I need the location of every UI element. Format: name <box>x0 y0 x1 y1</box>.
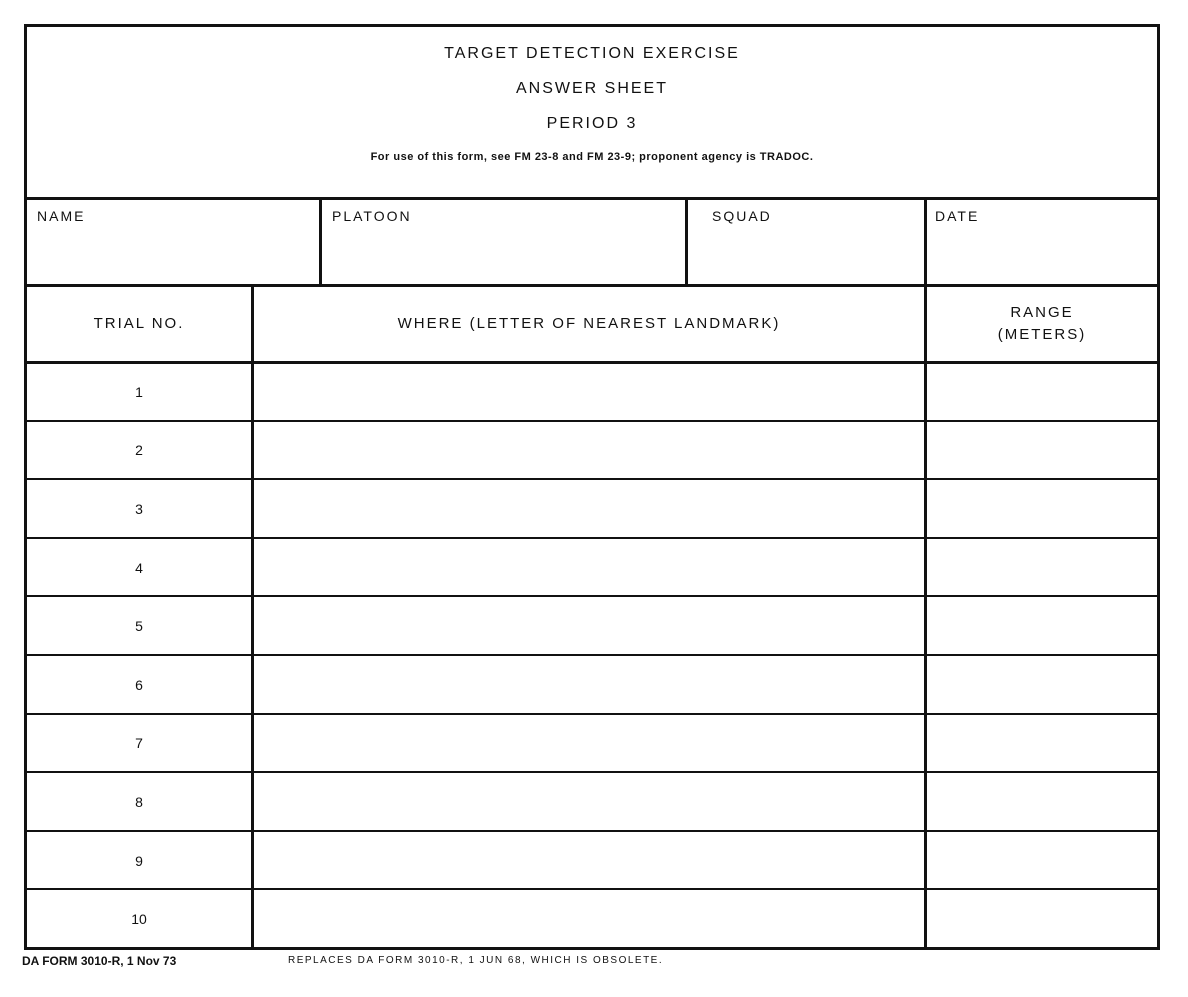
table-row <box>27 364 1157 420</box>
range-answer-cell[interactable] <box>927 774 1157 830</box>
trial-number: 9 <box>135 852 143 869</box>
trial-number: 2 <box>135 442 143 459</box>
trial-number: 1 <box>135 383 143 400</box>
form-title: TARGET DETECTION EXERCISE <box>444 45 740 62</box>
platoon-field[interactable] <box>322 200 685 284</box>
table-row <box>27 716 1157 772</box>
where-answer-cell[interactable] <box>254 716 924 772</box>
range-answer-cell[interactable] <box>927 891 1157 947</box>
date-field[interactable] <box>927 200 1157 284</box>
range-header-line2: (METERS) <box>997 326 1087 343</box>
range-answer-cell[interactable] <box>927 481 1157 537</box>
trial-number: 7 <box>135 735 143 752</box>
where-answer-cell[interactable] <box>254 657 924 713</box>
answer-sheet-form <box>24 24 1160 950</box>
range-answer-cell[interactable] <box>927 657 1157 713</box>
range-answer-cell[interactable] <box>927 716 1157 772</box>
trial-number: 8 <box>135 793 143 810</box>
range-header <box>927 287 1157 361</box>
table-row <box>27 891 1157 947</box>
where-answer-cell[interactable] <box>254 423 924 479</box>
range-header-line1: RANGE <box>1010 304 1074 321</box>
table-row <box>27 481 1157 537</box>
row-divider <box>27 537 1157 539</box>
trial-number: 10 <box>131 911 147 928</box>
form-subtitle: ANSWER SHEET <box>515 80 668 97</box>
range-answer-cell[interactable] <box>927 833 1157 889</box>
table-row <box>27 540 1157 596</box>
date-label: DATE <box>935 208 980 224</box>
replaces-note: REPLACES DA FORM 3010-R, 1 JUN 68, WHICH IS OBSOLETE. <box>288 955 664 966</box>
row-divider <box>27 713 1157 715</box>
range-answer-cell[interactable] <box>927 364 1157 420</box>
squad-label: SQUAD <box>712 208 772 224</box>
table-row <box>27 833 1157 889</box>
table-row <box>27 657 1157 713</box>
form-period: PERIOD 3 <box>546 115 638 132</box>
where-answer-cell[interactable] <box>254 598 924 654</box>
table-row <box>27 774 1157 830</box>
form-id: DA FORM 3010-R, 1 Nov 73 <box>22 954 177 968</box>
range-answer-cell[interactable] <box>927 423 1157 479</box>
table-row <box>27 423 1157 479</box>
where-header: WHERE (LETTER OF NEAREST LANDMARK) <box>397 315 781 332</box>
usage-note: For use of this form, see FM 23-8 and FM 23-9; proponent agency is TRADOC. <box>370 151 814 163</box>
where-answer-cell[interactable] <box>254 481 924 537</box>
squad-field[interactable] <box>688 200 924 284</box>
table-row <box>27 598 1157 654</box>
form-header <box>27 27 1157 197</box>
row-divider <box>27 420 1157 422</box>
range-answer-cell[interactable] <box>927 598 1157 654</box>
trial-number: 5 <box>135 618 143 635</box>
platoon-label: PLATOON <box>332 208 412 224</box>
trial-number: 6 <box>135 676 143 693</box>
name-label: NAME <box>37 208 86 224</box>
where-answer-cell[interactable] <box>254 540 924 596</box>
row-divider <box>27 654 1157 656</box>
trial-number: 3 <box>135 500 143 517</box>
where-answer-cell[interactable] <box>254 364 924 420</box>
where-answer-cell[interactable] <box>254 891 924 947</box>
form-footer <box>22 954 1162 974</box>
row-divider <box>27 888 1157 890</box>
row-divider <box>27 478 1157 480</box>
row-divider <box>27 595 1157 597</box>
range-answer-cell[interactable] <box>927 540 1157 596</box>
trial-no-header: TRIAL NO. <box>93 315 185 332</box>
row-divider <box>27 771 1157 773</box>
trial-number: 4 <box>135 559 143 576</box>
where-answer-cell[interactable] <box>254 774 924 830</box>
name-field[interactable] <box>27 200 319 284</box>
where-answer-cell[interactable] <box>254 833 924 889</box>
row-divider <box>27 830 1157 832</box>
